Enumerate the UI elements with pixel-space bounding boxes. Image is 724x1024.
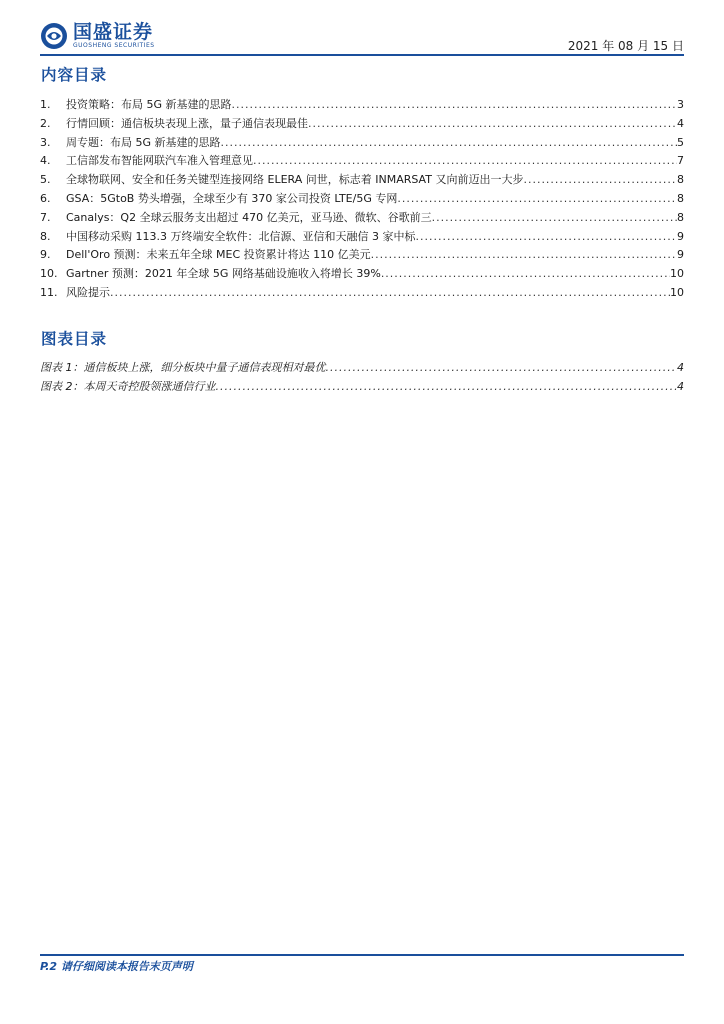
toc-entry-page: 9 xyxy=(677,229,684,243)
contents-list xyxy=(40,96,684,303)
figure-entry[interactable] xyxy=(40,378,684,397)
toc-dot-leader xyxy=(253,154,677,167)
toc-entry-page: 5 xyxy=(677,135,684,149)
figure-entry-title: 图表 2：本周天奇控股领涨通信行业 xyxy=(40,379,216,393)
toc-entry-title: 行情回顾：通信板块表现上涨，量子通信表现最佳 xyxy=(66,116,308,130)
guosheng-logo-icon xyxy=(40,22,68,50)
toc-entry[interactable] xyxy=(40,115,684,134)
toc-entry[interactable] xyxy=(40,246,684,265)
toc-entry-page: 10 xyxy=(670,285,684,299)
toc-entry-number: 8. xyxy=(40,229,51,243)
footer-divider xyxy=(40,954,684,956)
toc-dot-leader xyxy=(221,136,677,149)
toc-entry[interactable] xyxy=(40,284,684,303)
toc-dot-leader xyxy=(371,248,677,261)
toc-entry[interactable] xyxy=(40,171,684,190)
logo-chinese-name: 国盛证券 xyxy=(73,21,154,43)
logo-english-name: GUOSHENG SECURITIES xyxy=(73,42,155,49)
figure-entry-page: 4 xyxy=(677,361,684,374)
toc-entry-title: Canalys：Q2 全球云服务支出超过 470 亿美元，亚马逊、微软、谷歌前三 xyxy=(66,210,432,224)
toc-entry-page: 8 xyxy=(677,210,684,224)
toc-dot-leader xyxy=(523,173,677,186)
toc-entry-title: 工信部发布智能网联汽车准入管理意见 xyxy=(66,154,253,168)
toc-entry-number: 10. xyxy=(40,267,58,281)
figure-entry-title: 图表 1：通信板块上涨，细分板块中量子通信表现相对最优 xyxy=(40,361,326,374)
toc-entry-page: 7 xyxy=(677,154,684,168)
toc-entry[interactable] xyxy=(40,152,684,171)
toc-entry-number: 9. xyxy=(40,248,51,262)
toc-entry-number: 1. xyxy=(40,98,51,111)
toc-entry-number: 2. xyxy=(40,116,51,130)
figures-list xyxy=(40,359,684,397)
toc-entry-title: 风险提示 xyxy=(66,285,110,299)
figure-entry-page: 4 xyxy=(677,379,684,393)
figures-title: 图表目录 xyxy=(41,330,108,348)
toc-entry-number: 4. xyxy=(40,154,51,168)
toc-entry-title: 周专题：布局 5G 新基建的思路 xyxy=(66,135,221,149)
toc-entry-number: 6. xyxy=(40,191,51,205)
toc-title: 内容目录 xyxy=(41,66,108,84)
toc-entry-page: 8 xyxy=(677,173,684,187)
toc-entry[interactable] xyxy=(40,209,684,228)
toc-entry[interactable] xyxy=(40,265,684,284)
toc-dot-leader xyxy=(308,117,677,130)
toc-entry-page: 4 xyxy=(677,116,684,130)
toc-dot-leader xyxy=(415,230,677,243)
toc-entry-page: 8 xyxy=(677,191,684,205)
toc-entry[interactable] xyxy=(40,134,684,153)
toc-entry-title: 投资策略：布局 5G 新基建的思路 xyxy=(66,98,232,111)
toc-entry-title: GSA：5GtoB 势头增强，全球至少有 370 家公司投资 LTE/5G 专网 xyxy=(66,191,398,205)
toc-entry-title: Gartner 预测：2021 年全球 5G 网络基础设施收入将增长 39% xyxy=(66,267,381,281)
toc-entry-number: 5. xyxy=(40,173,51,187)
toc-dot-leader xyxy=(397,192,677,205)
toc-entry-title: Dell'Oro 预测：未来五年全球 MEC 投资累计将达 110 亿美元 xyxy=(66,248,371,262)
toc-entry-number: 11. xyxy=(40,285,58,299)
toc-entry-page: 9 xyxy=(677,248,684,262)
toc-dot-leader xyxy=(432,211,677,224)
toc-dot-leader xyxy=(381,267,670,280)
figure-dot-leader xyxy=(216,380,678,393)
header-divider xyxy=(40,54,684,56)
figure-entry[interactable] xyxy=(40,359,684,378)
toc-dot-leader xyxy=(232,98,677,111)
company-logo xyxy=(40,22,155,50)
toc-entry-number: 7. xyxy=(40,210,51,224)
toc-entry[interactable] xyxy=(40,228,684,247)
toc-entry-page: 10 xyxy=(670,267,684,281)
toc-entry[interactable] xyxy=(40,96,684,115)
toc-entry-title: 中国移动采购 113.3 万终端安全软件：北信源、亚信和天融信 3 家中标 xyxy=(66,229,416,243)
report-date: 2021 年 08 月 15 日 xyxy=(567,39,684,53)
toc-entry[interactable] xyxy=(40,190,684,209)
toc-entry-title: 全球物联网、安全和任务关键型连接网络 ELERA 问世，标志着 INMARSAT 又向前迈出一大步 xyxy=(66,173,524,187)
toc-dot-leader xyxy=(110,286,670,299)
figure-dot-leader xyxy=(326,361,678,374)
toc-entry-page: 3 xyxy=(677,98,684,111)
footer-disclaimer: P.2 请仔细阅读本报告末页声明 xyxy=(40,960,193,973)
toc-entry-number: 3. xyxy=(40,135,51,149)
